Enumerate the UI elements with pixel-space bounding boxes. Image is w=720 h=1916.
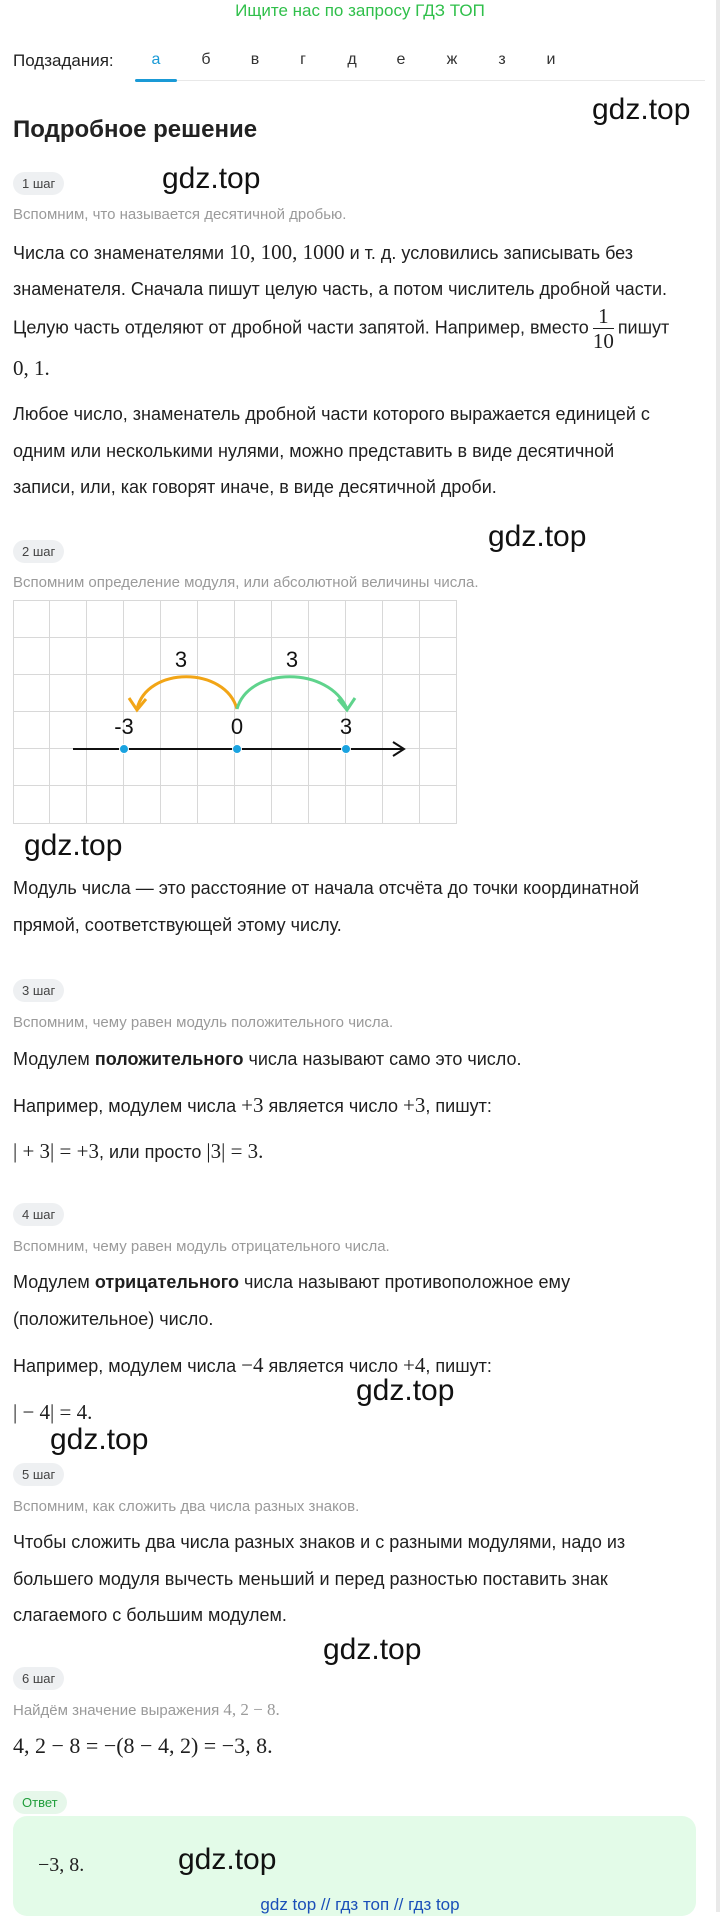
step-6-hint: Найдём значение выражения 4, 2 − 8. (13, 1700, 280, 1719)
scroll-edge (716, 0, 720, 1912)
label-minus-3: -3 (114, 714, 134, 739)
active-tab-indicator (135, 79, 177, 82)
step-3-line-1: Модулем положительного числа называют само это число. (13, 1049, 522, 1069)
label-3: 3 (339, 714, 353, 739)
tab-g[interactable]: г (300, 51, 306, 68)
tab-e[interactable]: е (396, 51, 406, 68)
number-line-diagram (13, 600, 457, 824)
answer-pill: Ответ (13, 1791, 67, 1814)
step-1-para-2-line-3: записи, или, как говорят иначе, в виде десятичной дроби. (13, 477, 497, 497)
point-minus-3 (120, 745, 129, 754)
search-banner[interactable]: Ищите нас по запросу ГДЗ ТОП (235, 1, 485, 20)
step-2-line-1: Модуль числа — это расстояние от начала отсчёта до точки координатной (13, 878, 640, 898)
tab-a[interactable]: а (151, 51, 161, 68)
step-1-hint: Вспомним, что называется десятичной дробью. (13, 206, 347, 223)
step-6-calculation: 4, 2 − 8 = −(8 − 4, 2) = −3, 8. (13, 1733, 273, 1758)
tab-b[interactable]: б (201, 51, 211, 68)
watermark: gdz.top (356, 1374, 455, 1407)
step-3-pill: 3 шаг (13, 979, 64, 1002)
step-5-pill: 5 шаг (13, 1463, 64, 1486)
tab-v[interactable]: в (250, 51, 260, 68)
right-arc (237, 677, 347, 709)
step-1-line-1: Числа со знаменателями 10, 100, 1000 и т. д. условились записывать без (13, 240, 634, 264)
step-4-pill: 4 шаг (13, 1203, 64, 1226)
step-3-hint: Вспомним, чему равен модуль положительного числа. (13, 1014, 394, 1031)
step-5-line-3: слагаемого с большим модулем. (13, 1605, 287, 1625)
step-5-line-2: большего модуля вычесть меньший и перед разностью поставить знак (13, 1569, 608, 1589)
step-6-pill: 6 шаг (13, 1667, 64, 1690)
tab-z[interactable]: з (498, 51, 506, 68)
step-2-line-2: прямой, соответствующей этому числу. (13, 915, 342, 935)
step-5-hint: Вспомним, как сложить два числа разных знаков. (13, 1498, 360, 1515)
step-1-para-2-line-1: Любое число, знаменатель дробной части которого выражается единицей с (13, 404, 650, 424)
step-3-line-2: Например, модулем числа +3 является число +3, пишут: (13, 1093, 492, 1117)
watermark: gdz.top (592, 93, 691, 126)
footer-links[interactable]: gdz top // гдз топ // гдз top (260, 1895, 460, 1914)
point-3 (342, 745, 351, 754)
tab-zh[interactable]: ж (446, 51, 458, 68)
label-0: 0 (230, 714, 244, 739)
left-arc-label: 3 (174, 647, 188, 672)
subtasks-label: Подзадания: (13, 51, 114, 70)
step-4-line-1: Модулем отрицательного числа называют противоположное ему (13, 1272, 571, 1292)
point-0 (233, 745, 242, 754)
step-4-hint: Вспомним, чему равен модуль отрицательного числа. (13, 1238, 390, 1255)
left-arc (137, 677, 237, 709)
watermark: gdz.top (488, 520, 587, 553)
step-4-line-3: | − 4| = 4. (13, 1400, 93, 1424)
watermark: gdz.top (50, 1423, 149, 1456)
watermark: gdz.top (162, 162, 261, 195)
right-arc-arrow-icon (338, 698, 355, 710)
step-1-line-3: Целую часть отделяют от дробной части запятой. Например, вместо $\frac{1}{10}$ пишут (13, 304, 670, 353)
right-arc-label: 3 (285, 647, 299, 672)
step-5-line-1: Чтобы сложить два числа разных знаков и с разными модулями, надо из (13, 1532, 626, 1552)
step-1-line-2: знаменателя. Сначала пишут целую часть, а потом числитель дробной части. (13, 279, 667, 299)
step-3-line-3: | + 3| = +3, или просто |3| = 3. (13, 1139, 264, 1163)
tab-d[interactable]: д (347, 51, 357, 68)
tab-i[interactable]: и (546, 51, 556, 68)
watermark: gdz.top (24, 829, 123, 862)
section-title: Подробное решение (13, 116, 258, 143)
step-4-line-1b: (положительное) число. (13, 1309, 214, 1329)
tabs-divider (135, 80, 705, 81)
step-1-pill: 1 шаг (13, 172, 64, 195)
fraction-1-10: $\frac{1}{10}$ (592, 304, 614, 353)
watermark: gdz.top (323, 1633, 422, 1666)
watermark: gdz.top (178, 1843, 277, 1876)
step-1-para-2-line-2: одним или несколькими нулями, можно представить в виде десятичной (13, 441, 615, 461)
step-2-hint: Вспомним определение модуля, или абсолютной величины числа. (13, 574, 479, 591)
step-2-pill: 2 шаг (13, 540, 64, 563)
step-1-line-4: 0, 1. (13, 356, 50, 380)
answer-value: −3, 8. (38, 1854, 85, 1876)
step-4-line-2: Например, модулем числа −4 является число +4, пишут: (13, 1353, 492, 1377)
